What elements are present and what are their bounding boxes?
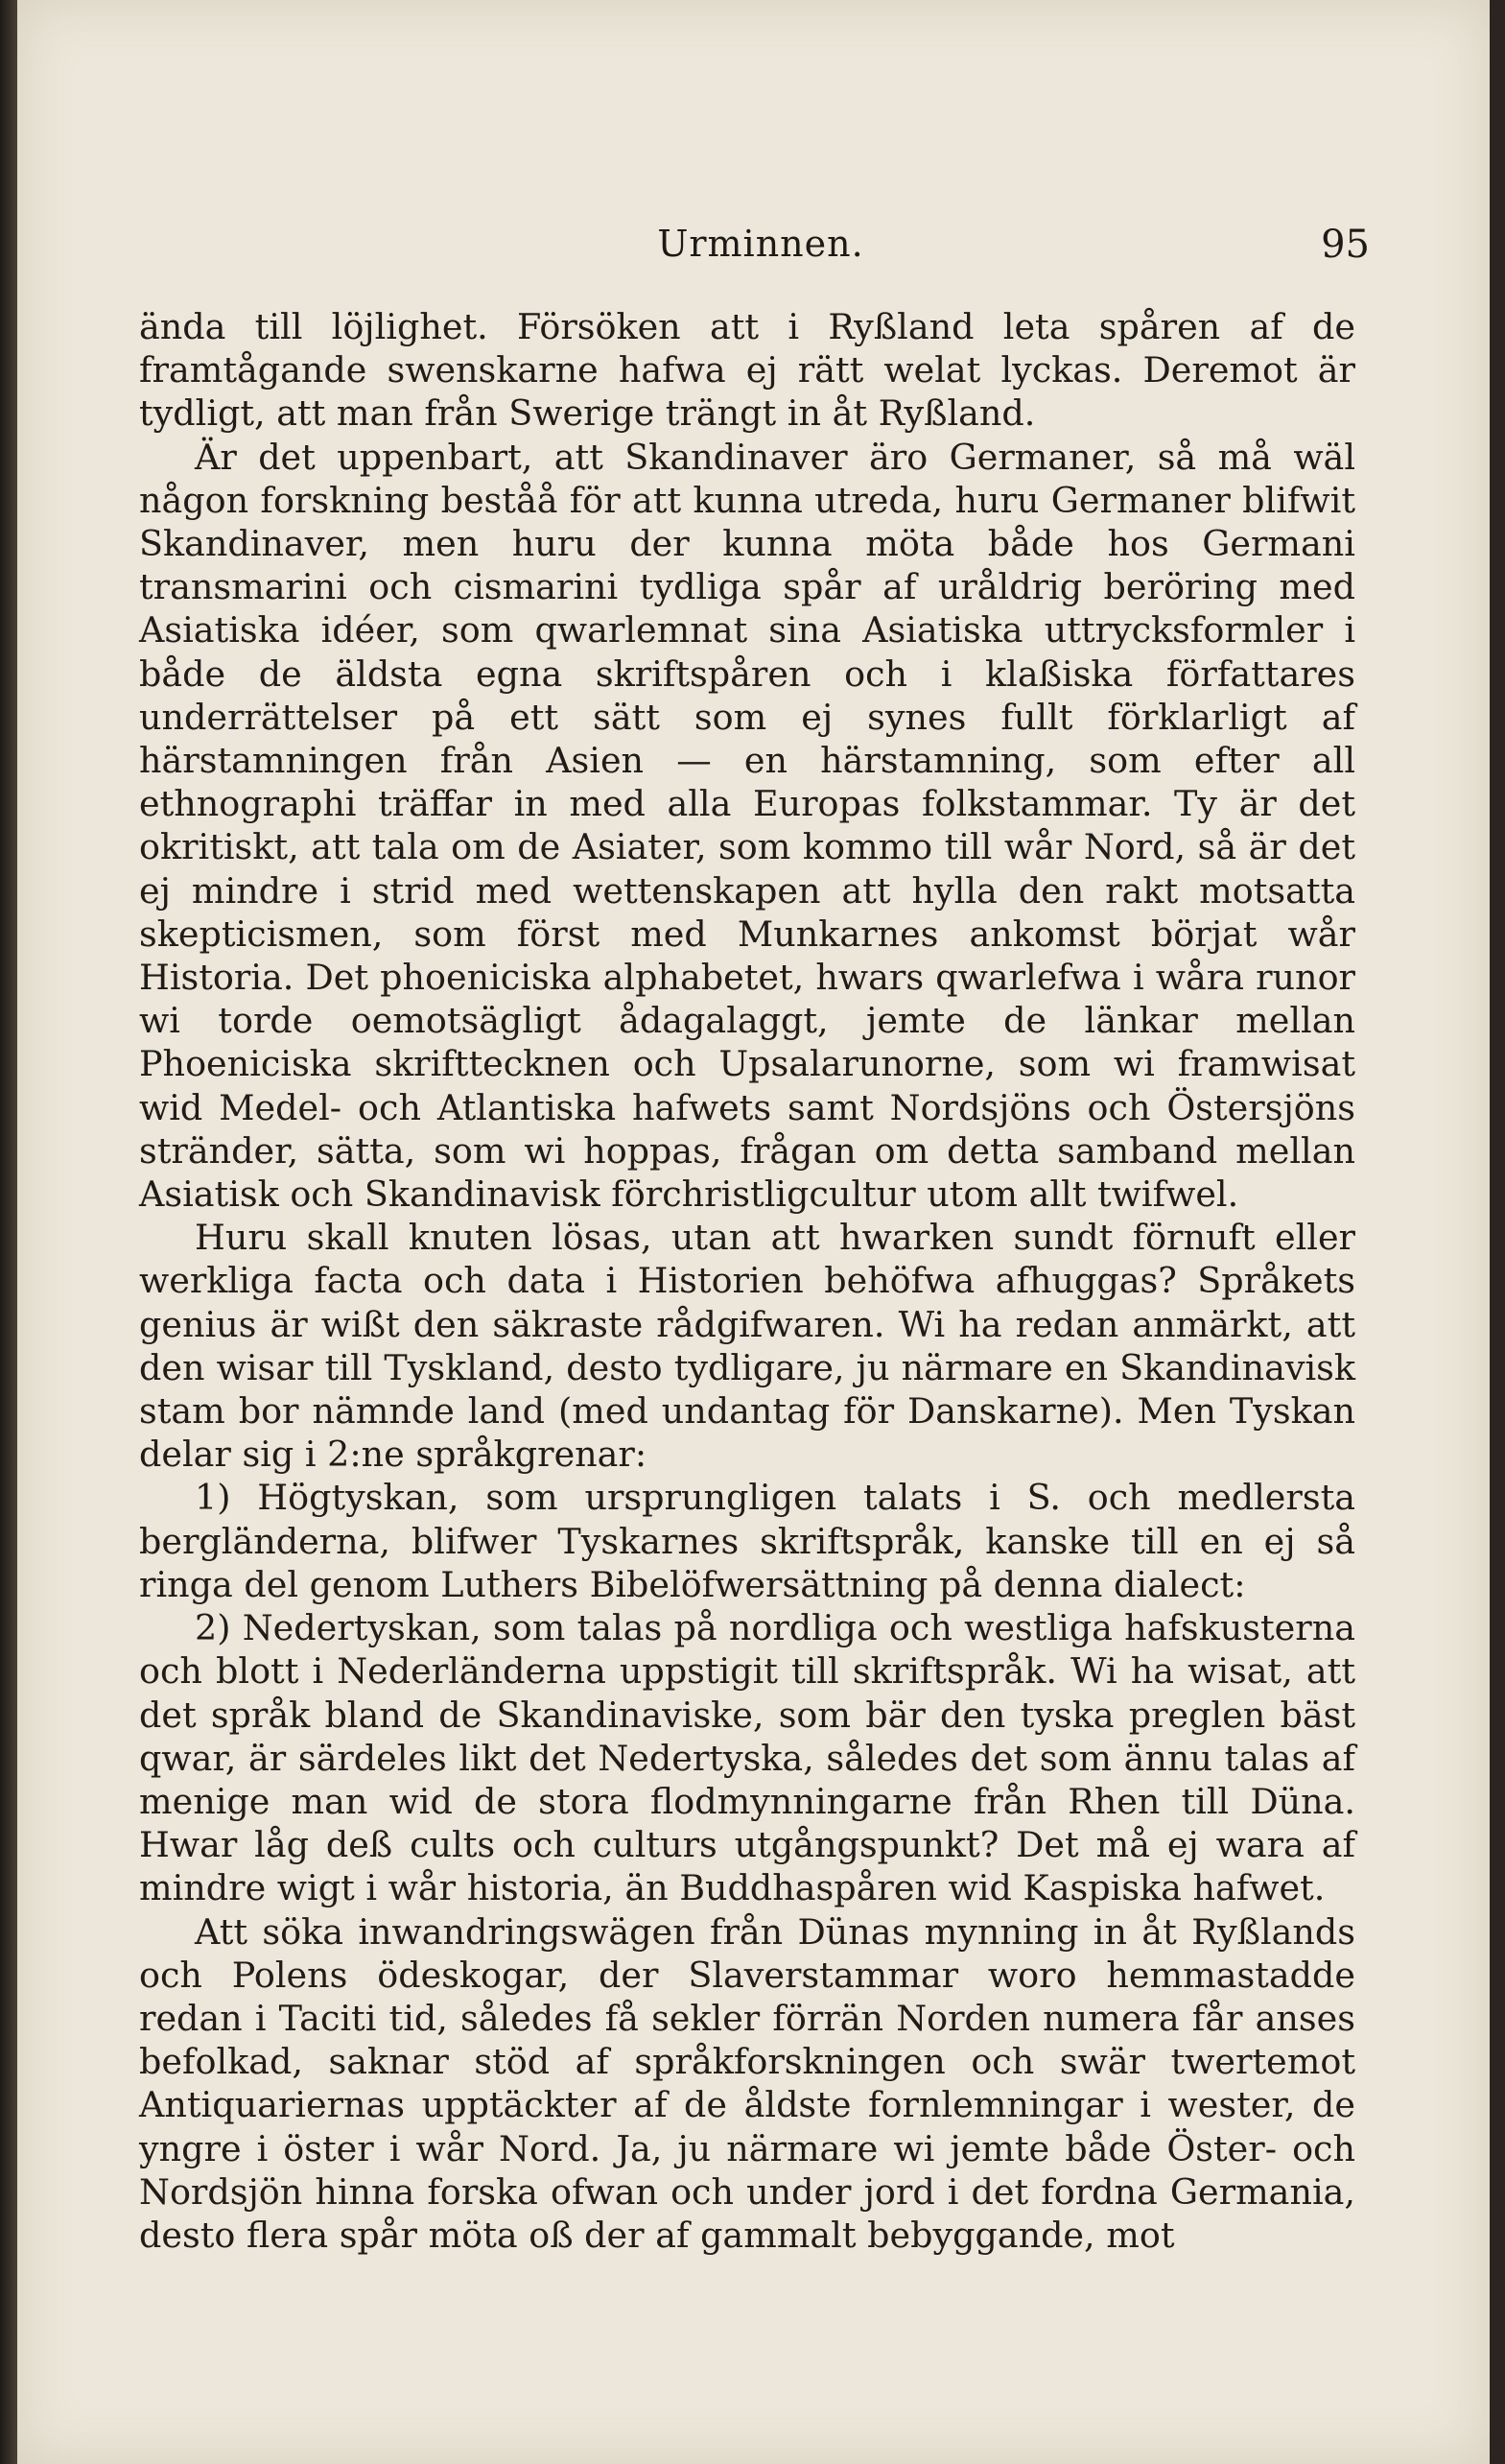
book-spine-shadow	[0, 0, 17, 2464]
paragraph-continuation: ända till löjlighet. Försöken att i Ryßland leta spåren af de framtågande swenskarne hafwa ej rätt welat lyckas. Deremot är tydligt, att man från Swerige trängt in åt Ryßland.	[139, 306, 1355, 435]
paragraph-inwandring: Att söka inwandringswägen från Dünas mynning in åt Ryßlands och Polens ödeskogar, der Slaverstammar woro hemmastadde redan i Taciti tid, således få sekler förrän Norden numera får anses befolkad, saknar stöd af språkforskningen och swär twertemot Antiquariernas upptäckter af de åldste fornlemningar i wester, de yngre i öster i wår Nord. Ja, ju närmare wi jemte både Öster- och Nordsjön hinna forska ofwan och under jord i det fordna Germania, desto flera spår möta oß der af gammalt bebyggande, mot	[139, 1910, 1355, 2256]
page-number: 95	[1321, 223, 1370, 267]
paragraph-hogtyskan: 1) Högtyskan, som ursprungligen talats i S. och medlersta bergländerna, blifwer Tyskarnes skriftspråk, kanske till en ej så ringa del genom Luthers Bibelöfwersättning på denna dialect:	[139, 1477, 1355, 1605]
paragraph-nedertyskan: 2) Nedertyskan, som talas på nordliga och westliga hafskusterna och blott i Nederländerna uppstigit till skriftspråk. Wi ha wisat, att det språk bland de Skandinaviske, som bär den tyska preglen bäst qwar, är särdeles likt det Nedertyska, således det som ännu talas af menige man wid de stora flodmynningarne från Rhen till Düna. Hwar låg deß cults och culturs utgångspunkt? Det må ej wara af mindre wigt i wår historia, än Buddhaspåren wid Kaspiska hafwet.	[139, 1607, 1355, 1909]
paragraph-huru-skall: Huru skall knuten lösas, utan att hwarken sundt förnuft eller werkliga facta och data i Historien behöfwa afhuggas? Språkets genius är wißt den säkraste rådgifwaren. Wi ha redan anmärkt, att den wisar till Tyskland, desto tydligare, ju närmare en Skandinavisk stam bor nämnde land (med undantag för Danskarne). Men Tyskan delar sig i 2:ne språkgrenar:	[139, 1217, 1355, 1476]
running-title: Urminnen.	[657, 223, 864, 265]
body-text	[139, 305, 1355, 2257]
page-header	[152, 223, 1370, 276]
paragraph-germaner: Är det uppenbart, att Skandinaver äro Germaner, så må wäl någon forskning beståå för att kunna utreda, huru Germaner blifwit Skandinaver, men huru der kunna möta både hos Germani transmarini och cismarini tydliga spår af uråldrig beröring med Asiatiska idéer, som qwarlemnat sina Asiatiska uttrycksformler i både de äldsta egna skriftspåren och i klaßiska författares underrättelser på ett sätt som ej synes fullt förklarligt af härstamningen från Asien — en härstamning, som efter all ethnographi träffar in med alla Europas folkstammar. Ty är det okritiskt, att tala om de Asiater, som kommo till wår Nord, så är det ej mindre i strid med wettenskapen att hylla den rakt motsatta skepticismen, som först med Munkarnes ankomst börjat wår Historia. Det phoeniciska alphabetet, hwars qwarlefwa i wåra runor wi torde oemotsägligt ådagalaggt, jemte de länkar mellan Phoeniciska skrifttecknen och Upsalarunorne, som wi framwisat wid Medel- och Atlantiska hafwets samt Nordsjöns och Östersjöns stränder, sätta, som wi hoppas, frågan om detta samband mellan Asiatisk och Skandinavisk förchristligcultur utom allt twifwel.	[139, 436, 1355, 1216]
